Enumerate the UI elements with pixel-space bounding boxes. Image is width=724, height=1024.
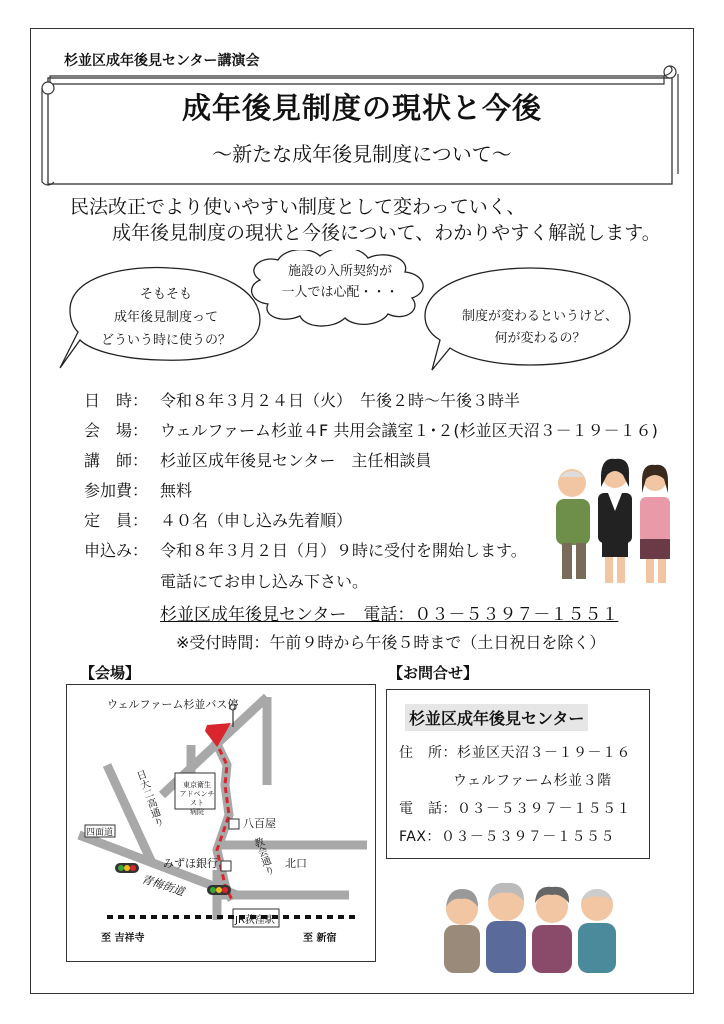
fax-value: ０３－５３９７－１５５５ <box>440 829 615 845</box>
bubble-middle-text <box>265 261 415 303</box>
apply-phone-note: 電話にてお申し込み下さい。 <box>160 572 369 591</box>
lead-line-2: 成年後見制度の現状と今後について、わかりやすく解説します。 <box>112 222 661 244</box>
map-section-label: 【会場】 <box>80 664 141 682</box>
fax-label: FAX： <box>399 829 441 845</box>
map-hospital-line-2: アドベンチスト <box>179 790 215 807</box>
map-graphic <box>67 685 376 962</box>
bubble-left-line-2: 成年後見制度って <box>113 310 218 325</box>
venue-value: ウェルファーム杉並４F 共用会議室１･２(杉並区天沼３－１９－１６) <box>160 421 658 440</box>
elderly-group-illustration-icon <box>440 875 620 975</box>
bubble-left-text <box>92 283 240 352</box>
info-date <box>84 388 520 411</box>
info-apply <box>84 538 527 561</box>
lecture-heading: 杉並区成年後見センター講演会 <box>64 53 260 69</box>
contact-fax <box>399 826 615 846</box>
contact-building: ウェルファーム杉並３階 <box>453 773 612 789</box>
fee-label: 参加費： <box>84 481 149 500</box>
map-kitaguchi: 北口 <box>285 857 307 870</box>
scroll-banner <box>40 64 688 190</box>
map-hyakuya: 八百屋 <box>243 817 276 830</box>
map-to-shinjuku: 至 新宿 <box>303 933 337 944</box>
contact-phone <box>399 798 631 818</box>
contact-name: 杉並区成年後見センター <box>405 704 588 731</box>
venue-map <box>66 684 376 962</box>
map-hospital <box>177 781 217 817</box>
bubble-left-line-3: どういう時に使うの？ <box>100 333 231 348</box>
info-venue <box>84 418 658 441</box>
map-to-kichijoji: 至 吉祥寺 <box>101 933 145 944</box>
bubble-right-text <box>450 306 630 350</box>
map-yotsukado: 四面道 <box>86 828 114 838</box>
apply-value: 令和８年３月２日（月）９時に受付を開始します。 <box>160 541 527 560</box>
speaker-value: 杉並区成年後見センター 主任相談員 <box>160 451 432 470</box>
info-fee <box>84 478 192 501</box>
bubble-middle-line-2: 一人では心配・・・ <box>281 285 399 300</box>
phone-value: ０３－５３９７－１５５１ <box>457 801 631 817</box>
contact-box <box>386 689 650 859</box>
fee-value: 無料 <box>160 481 193 500</box>
bubble-left-line-1: そもそも <box>139 287 192 302</box>
venue-label: 会 場： <box>84 421 149 440</box>
contact-address <box>399 742 631 762</box>
lead-line-1: 民法改正でより使いやすい制度として変わっていく、 <box>70 196 526 218</box>
bubble-right-line-1: 制度が変わるというけど、 <box>461 309 618 324</box>
main-title: 成年後見制度の現状と今後 <box>181 91 542 125</box>
map-bus-stop: ウェルファーム杉並バス停 <box>107 698 239 711</box>
apply-label: 申込み： <box>84 541 149 560</box>
speaker-label: 講 師： <box>84 451 149 470</box>
map-road-ome: 青梅街道 <box>139 872 186 899</box>
sub-title: ～新たな成年後見制度について～ <box>212 142 512 166</box>
date-value: 令和８年３月２４日（火） 午後２時～午後３時半 <box>160 391 521 410</box>
address-label: 住 所： <box>399 745 457 761</box>
map-hospital-line-3: 病院 <box>190 808 204 816</box>
apply-contact: 杉並区成年後見センター 電話：０３－５３９７－１５５１ <box>160 605 619 625</box>
phone-label: 電 話： <box>399 801 457 817</box>
map-road-nichidai: 日大二高通り <box>133 768 164 830</box>
info-capacity <box>84 508 352 531</box>
bubble-right-line-2: 何が変わるの？ <box>494 331 586 346</box>
address-value: 杉並区天沼３－１９－１６ <box>457 745 631 761</box>
people-illustration-icon <box>548 455 676 591</box>
capacity-label: 定 員： <box>84 511 149 530</box>
map-hospital-line-1: 東京衛生 <box>183 781 211 789</box>
date-label: 日 時： <box>84 391 149 410</box>
info-speaker <box>84 448 431 471</box>
map-bank: みずほ銀行 <box>163 857 218 870</box>
bubble-middle-line-1: 施設の入所契約が <box>287 264 392 279</box>
map-station: JR荻窪駅 <box>235 915 275 926</box>
contact-section-label: 【お問合せ】 <box>388 664 479 682</box>
map-road-kyokai: 教会通り <box>250 836 275 878</box>
capacity-value: ４０名（申し込み先着順） <box>160 511 353 530</box>
hours-note: ※受付時間：午前９時から午後５時まで（土日祝日を除く） <box>176 633 606 652</box>
